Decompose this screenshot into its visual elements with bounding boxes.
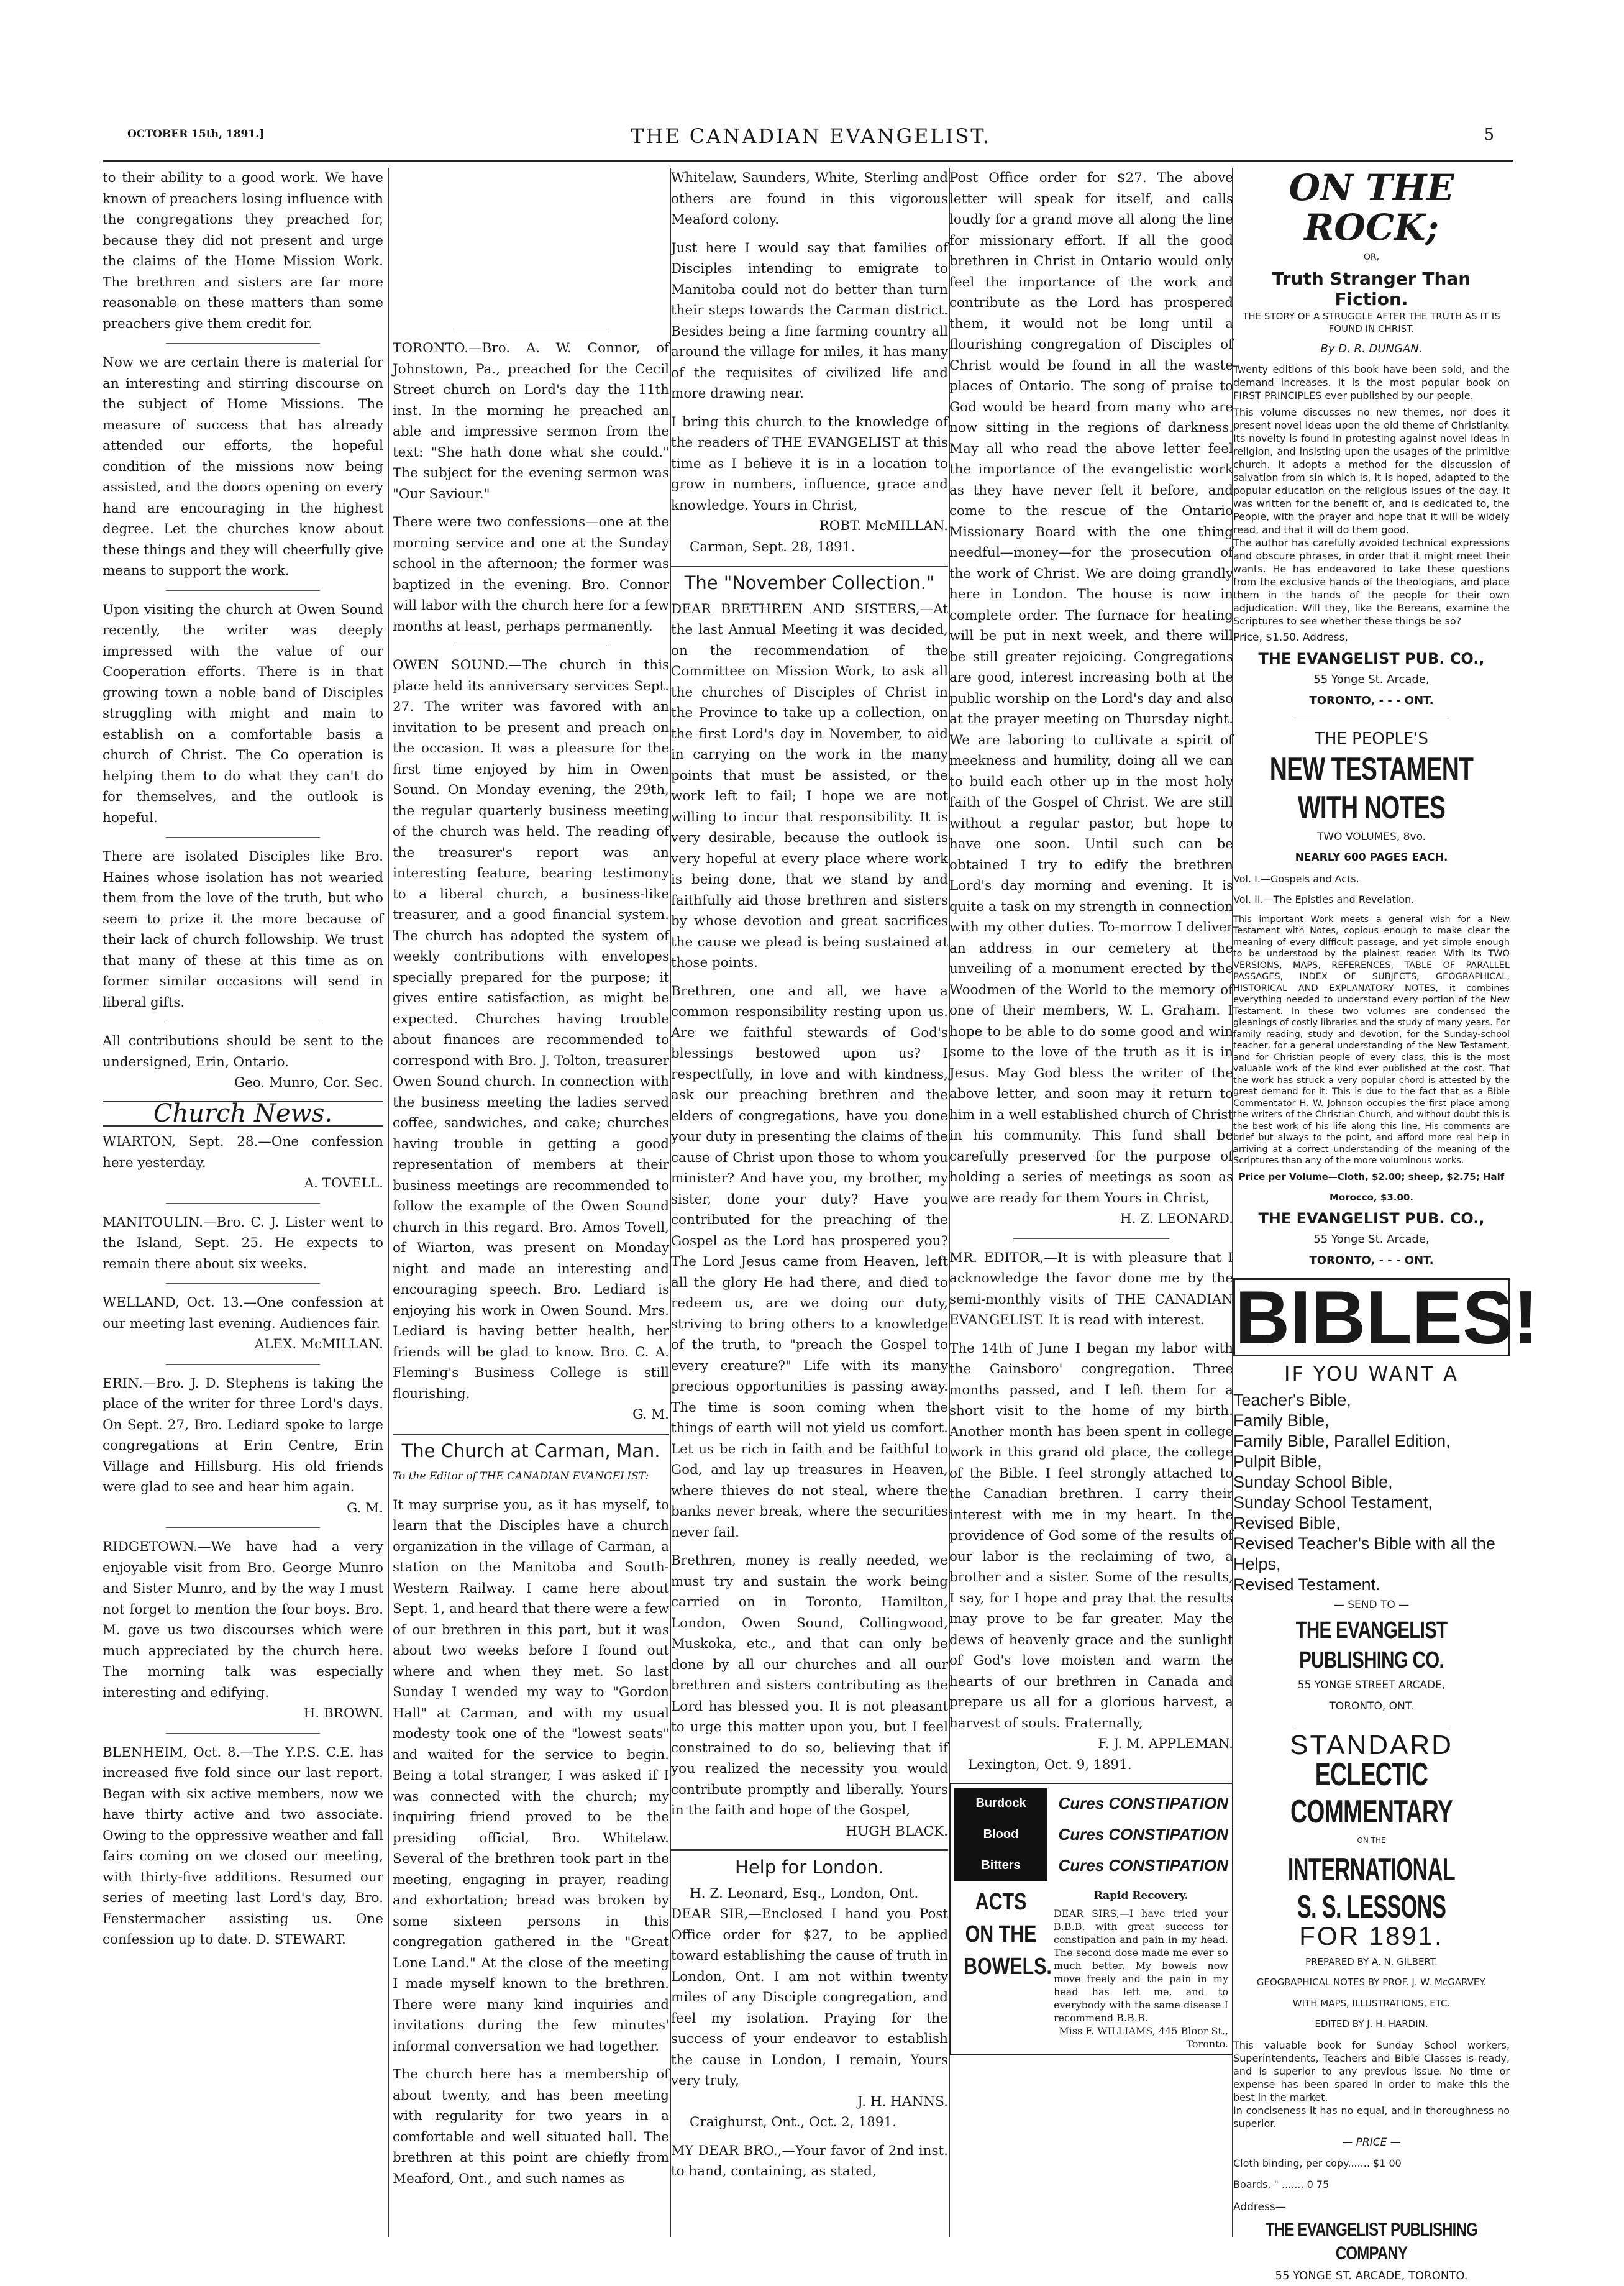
ad-title-new-testament: NEW TESTAMENT WITH NOTES <box>1268 750 1476 827</box>
ad-text: Address— <box>1233 2197 1510 2218</box>
news-item: OWEN SOUND.—The church in this place held its anniversary services Sept. 27. The writer was favored with an invitation to be present and preach on the occasion. It was a pleasure for the first time enjoyed by him in Owen Sound. On Monday evening, the 29th, the regular quarterly business meeting of the church was held. The reading of the treasurer's report was an interesting feature, bearing testimony to a liberal church, a business-like treasurer, and a good financial system. The church has adopted the system of weekly contributions with envelopes specially prepared for the purpose; it gives entire satisfaction, as might be expected. Churches having trouble about finances are recommended to correspond with Bro. J. Tolton, treasurer Owen Sound church. In connection with the business meeting the ladies served coffee, sandwiches, and cake; churches having trouble in getting a good representation of members at their business meetings are recommended to follow the example of the Owen Sound church in this regard. Bro. Amos Tovell, of Wiarton, was present on Monday night and made an interesting and encouraging speech. Bro. Lediard is enjoying his work in Owen Sound. Mrs. Lediard is having better health, her friends will be glad to know. Bro. C. A. Fleming's Business College is still flourishing. <box>393 655 669 1404</box>
ad-address: 55 Yonge St. Arcade, <box>1233 669 1510 690</box>
salutation: To the Editor of THE CANADIAN EVANGELIST: <box>393 1466 669 1488</box>
ad-row <box>954 1850 1228 1881</box>
paragraph: It may surprise you, as it has myself, to learn that the Disciples have a church organization in the village of Carman, a station on the Manitoba and South-Western Railway. I came here about Sept. 1, and heard that there were a few of our brethren in this part, but it was about two weeks before I found out where and when they met. So last Sunday I wended my way to "Gordon Hall" at Carman, and with my usual modesty took one of the "lowest seats" and waited for the service to begin. Being a total stranger, I was asked if I was connected with the church; my inquiring friend proved to be the presiding official, Bro. Whitelaw. Several of the brethren took part in the meeting, engaging in prayer, reading and exhortation; bread was broken by some sixteen persons in this congregation gathered in the "Great Lone Land." At the close of the meeting I made myself known to the brethren. There were many kind inquiries and invitations during the few minutes' informal conversation we had together. <box>393 1495 669 2057</box>
ad-text: OR, <box>1233 247 1510 268</box>
bible-list <box>1233 1390 1510 1595</box>
news-item: WELLAND, Oct. 13.—One confession at our meeting last evening. Audiences fair. <box>103 1292 383 1334</box>
signature: Geo. Munro, Cor. Sec. <box>103 1072 383 1094</box>
ad-publisher: THE EVANGELIST PUB. CO., <box>1233 1209 1510 1230</box>
ad-logo-text: Bitters <box>954 1850 1047 1881</box>
separator <box>1013 1238 1169 1239</box>
article-heading-london: Help for London. <box>671 1857 948 1878</box>
ad-title-eclectic: ECLECTIC COMMENTARY <box>1272 1756 1471 1831</box>
separator <box>166 1527 321 1528</box>
ad-title-on-the-rock: ON THE ROCK; <box>1233 168 1510 247</box>
separator <box>166 837 321 838</box>
news-item: There were two confessions—one at the morning service and one at the Sunday school in the afternoon; the former was baptized in the evening. Bro. Connor will labor with the church here for a few months at least, perhaps permanently. <box>393 512 669 637</box>
ad-price: Price per Volume—Cloth, $2.00; sheep, $2.75; Half Morocco, $3.00. <box>1233 1167 1510 1209</box>
separator <box>166 590 321 591</box>
ad-testimonial-text: DEAR SIRS,—I have tried your B.B.B. with great success for constipation and pain in my head. The second dose made me ever so much better. My bowels now move freely and the pain in my head has left me, and to everybody with the same disease I recommend B.B.B. <box>1054 1907 1228 2024</box>
ad-price: Cloth binding, per copy....... $1 00 <box>1233 2153 1510 2174</box>
ad-address: 55 YONGE ST. ARCADE, TORONTO. <box>1233 2265 1510 2286</box>
list-item: Revised Testament. <box>1233 1575 1510 1595</box>
column-5-advertisements <box>1233 168 1510 2237</box>
separator <box>166 1283 321 1284</box>
separator <box>393 1433 669 1435</box>
ad-slogan: Cures CONSTIPATION <box>1058 1819 1228 1850</box>
list-item: Sunday School Bible, <box>1233 1472 1510 1493</box>
ad-publisher: THE EVANGELIST PUB. CO., <box>1233 649 1510 670</box>
ad-text: ON THE <box>1233 1831 1510 1852</box>
advertisement-bbb <box>949 1783 1233 2055</box>
list-item: Family Bible, Parallel Edition, <box>1233 1431 1510 1452</box>
column-top-space <box>393 168 669 320</box>
news-item: ERIN.—Bro. J. D. Stephens is taking the place of the writer for three Lord's days. On Sept. 27, Bro. Lediard spoke to large congregations at Erin Centre, Erin Village and Hillsburg. His old friends were glad to see and hear him again. <box>103 1373 383 1498</box>
list-item: Revised Teacher's Bible with all the Helps, <box>1233 1534 1510 1575</box>
separator <box>671 1849 948 1851</box>
news-item: MANITOULIN.—Bro. C. J. Lister went to the Island, Sept. 25. He expects to remain there about six weeks. <box>103 1212 383 1275</box>
news-item: BLENHEIM, Oct. 8.—The Y.P.S. C.E. has increased five fold since our last report. Began with six active members, now we have thirty active and two associate. Owing to the oppressive weather and fall fairs coming on we closed our meeting, with thirty-five additions. Resumed our series of meeting last Lord's day, Bro. Fenstermacher assisting us. One confession up to date. D. STEWART. <box>103 1742 383 1950</box>
ad-address: 55 YONGE STREET ARCADE, <box>1233 1675 1510 1696</box>
ad-text: This important Work meets a general wish for a New Testament with Notes, copious enough to make clear the meaning of every difficult passage, and yet simple enough to be understood by the plainest reader. With its TWO VERSIONS, MAPS, REFERENCES, TABLE OF PARALLEL PASSAGES, INDEX OF SUBJECTS, GEOGRAPHICAL, HISTORICAL AND EXPLANATORY NOTES, it combines everything needed to understand every portion of the New Testament. In these two volumes are condensed the gleanings of costly libraries and the study of many years. For family reading, study and devotion, for the Sunday-school teacher, for a general understanding of the New Testament, and for Christian people of every class, this is the most valuable work of the kind ever published at the cost. That the work has struck a very popular chord is attested by the great demand for it. This is due to the fact that as a Bible Commentator H. W. Johnson occupies the first place among the writers of the Christian Church, and without doubt this is the best work of his life along this line. His comments are brief but always to the point, and afford more real help in arriving at a correct understanding of the meaning of the Scriptures than any of the more voluminous works. <box>1233 914 1510 1167</box>
article-heading-november: The "November Collection." <box>671 573 948 594</box>
paragraph: Post Office order for $27. The above letter will speak for itself, and calls loudly for a grand move all along the line for missionary effort. If all the good brethren in Christ in Ontario would only feel the importance of the work and contribute as the Lord has prospered them, it would not be long until a flourishing congregation of Disciples of Christ would be found in all the waste places of Ontario. The song of praise to God would be heard from many who are now sitting in the regions of darkness. May all who read the above letter feel the importance of the evangelistic work as they have never felt it before, and come to the rescue of the Ontario Missionary Board with the one thing needful—money—for the prosecution of the work of Christ. We are doing grandly here in London. The house is now in complete order. The furnace for heating will be put in next week, and there will be still greater rejoicing. Congregations are good, interest increasing both at the public worship on the Lord's day and also at the prayer meeting on Thursday night. We are laboring to cultivate a spirit of meekness and humility, doing all we can to build each other up in the most holy faith of the Gospel of Christ. We are still without a regular pastor, but hope to have one soon. Until such can be obtained I try to edify the brethren Lord's day morning and evening. It is quite a task on my strength in connection with my other duties. To-morrow I deliver an address in our cemetery at the unveiling of a monument erected by the Woodmen of the World to the memory of one of their members, W. L. Graham. I hope to be able to do some good and win some to the love of the truth as it is in Jesus. May God bless the writer of the above letter, and soon may it return to him in a well established church of Christ in his community. This fund shall be carefully preserved for the purpose of holding a series of meetings as soon as we are ready for them Yours in Christ, <box>949 168 1233 1209</box>
signature: H. Z. LEONARD. <box>949 1209 1233 1230</box>
list-item: Pulpit Bible, <box>1233 1452 1510 1472</box>
page-number: 5 <box>1484 126 1494 144</box>
column-divider <box>388 168 389 2237</box>
signature: H. BROWN. <box>103 1703 383 1724</box>
signature: ALEX. McMILLAN. <box>103 1334 383 1355</box>
ad-text: TWO VOLUMES, 8vo. <box>1233 827 1510 848</box>
column-3 <box>671 168 948 2237</box>
paragraph: Brethren, one and all, we have a common responsibility resting upon us. Are we faithful stewards of God's blessings bestowed upon us? I respectfully, in love and with kindness, ask our preaching brethren and the elders of congregations, have you done your duty in presenting the claims of the cause of Christ upon those to whom you minister? And have you, my brother, my sister, done your duty? Have you contributed for the preaching of the Gospel as the Lord has prospered you? The Lord Jesus came from Heaven, left all the glory He had there, and died to redeem us, are we doing our duty, striving to bring others to a knowledge of the truth, to "preach the Gospel to every creature?" Life with its many precious opportunities is passing away. The time is soon coming when the things of earth will not yield us comfort. Let us be rich in faith and be faithful to God, and lay up treasures in Heaven, where thieves do not steal, where the banks never break, where the securities never fail. <box>671 981 948 1543</box>
ad-text: PREPARED BY A. N. GILBERT. <box>1233 1952 1510 1973</box>
paragraph: MY DEAR BRO.,—Your favor of 2nd inst. to hand, containing, as stated, <box>671 2141 948 2182</box>
paragraph: The church here has a membership of about twenty, and has been meeting with regularity for two years in a comfortable and well situated hall. The brethren at this point are chiefly from Meaford, Ont., and such names as <box>393 2064 669 2189</box>
ad-author: By D. R. DUNGAN. <box>1233 339 1510 360</box>
ad-text: The author has carefully avoided technical expressions and obscure phrases, in order that it might meet their wants. He has endeavored to take these questions from the exclusive hands of the theologians, and place them in the hands of the people for their own adjudication. Will they, like the Bereans, examine the Scriptures to see whether these things be so? <box>1233 536 1510 628</box>
paragraph: MR. EDITOR,—It is with pleasure that I acknowledge the favor done me by the semi-monthly visits of THE CANADIAN EVANGELIST. It is read with interest. <box>949 1248 1233 1331</box>
article-heading-carman: The Church at Carman, Man. <box>393 1441 669 1462</box>
ad-row <box>954 1788 1228 1819</box>
ad-text: IF YOU WANT A <box>1233 1364 1510 1385</box>
page-header <box>127 124 1494 149</box>
ad-text: Twenty editions of this book have been sold, and the demand increases. It is the most popular book on FIRST PRINCIPLES ever published by our people. <box>1233 363 1510 402</box>
paragraph: The 14th of June I began my labor with the Gainsboro' congregation. Three months passed, and I left them for a short visit to the home of my birth. Another month has been spent in college work in this grand old place, the college of the Bible. I feel strongly attached to the Canadian brethren. I carry their interest with me in my heart. In the providence of God some of the results of our labor is the reclaiming of two, a brother and a sister. Some of the results, I say, for I hope and pray that the results may prove to be far greater. May the dews of heavenly grace and the sunlight of God's love moisten and warm the hearts of our brethren in Canada and prepare us all for a glorious harvest, a harvest of souls. Fraternally, <box>949 1338 1233 1734</box>
news-item: WIARTON, Sept. 28.—One confession here yesterday. <box>103 1132 383 1173</box>
issue-date: OCTOBER 15th, 1891.] <box>127 128 264 140</box>
paragraph: There are isolated Disciples like Bro. Haines whose isolation has not wearied them from the love of the truth, but who seem to prize it the more because of their lack of church followship. We trust that many of these at this time as on former similar occasions will send in liberal gifts. <box>103 846 383 1013</box>
ad-text: In conciseness it has no equal, and in thoroughness no superior. <box>1233 2104 1510 2130</box>
list-item: Teacher's Bible, <box>1233 1390 1510 1410</box>
ad-text: THE STORY OF A STRUGGLE AFTER THE TRUTH AS IT IS FOUND IN CHRIST. <box>1233 310 1510 335</box>
ad-testimonial-title: Rapid Recovery. <box>1054 1886 1228 1907</box>
ad-address: 55 Yonge St. Arcade, <box>1233 1229 1510 1250</box>
list-item: Revised Bible, <box>1233 1513 1510 1534</box>
ad-logo-text: Burdock <box>954 1788 1047 1819</box>
section-heading-church-news: Church News. <box>103 1101 383 1127</box>
news-item: TORONTO.—Bro. A. W. Connor, of Johnstown, Pa., preached for the Cecil Street church on Lord's day the 11th inst. In the morning he preached an able and impressive sermon from the text: "She hath done what she could." The subject for the evening sermon was "Our Saviour." <box>393 338 669 505</box>
ad-acts-line: ON THE <box>964 1918 1038 1950</box>
column-1 <box>103 168 383 2237</box>
ad-slogan: Cures CONSTIPATION <box>1058 1788 1228 1819</box>
news-item: RIDGETOWN.—We have had a very enjoyable visit from Bro. George Munro and Sister Munro, and by the way I must not forget to mention the four boys. Bro. M. gave us two discourses which were much appreciated by the church here. The morning talk was especially interesting and edifying. <box>103 1537 383 1703</box>
ad-text: — PRICE — <box>1233 2133 1510 2154</box>
ad-text: EDITED BY J. H. HARDIN. <box>1233 2014 1510 2035</box>
ad-text: THE PEOPLE'S <box>1233 729 1510 750</box>
ad-text: NEARLY 600 PAGES EACH. <box>1233 848 1510 869</box>
separator <box>166 1203 321 1204</box>
paragraph: DEAR BRETHREN AND SISTERS,—At the last Annual Meeting it was decided, on the recommendation of the Committee on Mission Work, to ask all the churches of Disciples of Christ in the Province to take up a collection, on the first Lord's day in November, to aid in carrying on the work in the many points that must be assisted, or the work left to fail; I hope we are not willing to incur that responsibility. It is very desirable, because the outlook is very hopeful at every place where work is being done, that we stand by and faithfully aid those brethren and sisters by whose devotion and great sacrifices the cause we plead is being sustained at those points. <box>671 599 948 974</box>
ad-slogan: Cures CONSTIPATION <box>1058 1850 1228 1881</box>
ad-text: Vol. II.—The Epistles and Revelation. <box>1233 889 1510 910</box>
paragraph: DEAR SIR,—Enclosed I hand you Post Office order for $27, to be applied toward establishing the cause of truth in London, Ont. I am not within twenty miles of any Disciple congregation, and feel my isolation. Praying for the success of your endeavor to establish the cause in London, I remain, Yours very truly, <box>671 1904 948 2092</box>
ad-text: WITH MAPS, ILLUSTRATIONS, ETC. <box>1233 1993 1510 2014</box>
signature: F. J. M. APPLEMAN. <box>949 1734 1233 1755</box>
ad-publisher: THE EVANGELIST PUBLISHING CO. <box>1264 1616 1479 1675</box>
ad-price: Boards, " ....... 0 75 <box>1233 2174 1510 2195</box>
ad-text: GEOGRAPHICAL NOTES BY PROF. J. W. McGARVEY. <box>1233 1972 1510 1993</box>
ad-title-year: FOR 1891. <box>1233 1926 1510 1947</box>
separator <box>166 1364 321 1365</box>
ad-acts <box>954 1886 1047 2051</box>
signature: G. M. <box>103 1498 383 1519</box>
paragraph: I bring this church to the knowledge of the readers of THE EVANGELIST at this time as I believe it is in a location to grow in numbers, influence, grace and knowledge. Yours in Christ, <box>671 412 948 516</box>
dateline: Carman, Sept. 28, 1891. <box>671 537 948 558</box>
column-4 <box>949 168 1233 2237</box>
ad-title-standard: STANDARD <box>1233 1735 1510 1756</box>
ad-logo-text: Blood <box>954 1819 1047 1850</box>
signature: ROBT. McMILLAN. <box>671 516 948 537</box>
ad-acts-line: ACTS <box>964 1886 1038 1918</box>
ad-row <box>954 1819 1228 1850</box>
separator <box>166 1733 321 1734</box>
ad-city: TORONTO, ONT. <box>1233 1696 1510 1717</box>
signature: G. M. <box>393 1404 669 1425</box>
ad-testimonial <box>1047 1886 1228 2051</box>
paragraph: Whitelaw, Saunders, White, Sterling and others are found in this vigorous Meaford colony. <box>671 168 948 231</box>
dateline: Craighurst, Ont., Oct. 2, 1891. <box>671 2112 948 2133</box>
ad-text: Vol. I.—Gospels and Acts. <box>1233 869 1510 890</box>
ad-title-international: INTERNATIONAL S. S. LESSONS <box>1280 1851 1463 1926</box>
dateline: Lexington, Oct. 9, 1891. <box>949 1755 1233 1776</box>
ad-city: TORONTO, - - - ONT. <box>1233 690 1510 711</box>
ad-city: TORONTO, - - - ONT. <box>1233 1250 1510 1271</box>
ad-acts-line: BOWELS. <box>964 1950 1038 1983</box>
header-rule <box>103 160 1513 162</box>
paragraph: Now we are certain there is material for an interesting and stirring discourse on the subject of Home Missions. The measure of success that has already attended our efforts, the hopeful condition of the missions now being assisted, and the doors opening on every hand are encouraging in the highest degree. Let the churches know about these things and they will cheerfully give means to support the work. <box>103 352 383 582</box>
ad-text: This valuable book for Sunday School workers, Superintendents, Teachers and Bible Classes is ready, and is superior to any previous issue. No time or expense has been spared in order to make this the best in the market. <box>1233 2039 1510 2104</box>
column-2 <box>393 168 669 2237</box>
list-item: Family Bible, <box>1233 1410 1510 1431</box>
separator <box>166 343 321 344</box>
list-item: Sunday School Testament, <box>1233 1493 1510 1513</box>
signature: HUGH BLACK. <box>671 1821 948 1842</box>
paragraph: Just here I would say that families of Disciples intending to emigrate to Manitoba could not do better than turn their steps towards the Carman district. Besides being a fine farming country all around the village for miles, it has many of the requisites of civilized life and more drawing near. <box>671 238 948 405</box>
ad-title-bibles: BIBLES! <box>1233 1278 1510 1356</box>
newspaper-title: THE CANADIAN EVANGELIST. <box>127 124 1494 148</box>
ad-testimonial-sig: Miss F. WILLIAMS, 445 Bloor St., Toronto. <box>1054 2024 1228 2051</box>
paragraph: Upon visiting the church at Owen Sound recently, the writer was deeply impressed with the value of our Cooperation efforts. There is in that growing town a noble band of Disciples struggling with might and main to establish on a comfortable basis a church of Christ. The Co operation is helping them to do what they can't do for themselves, and the outlook is hopeful. <box>103 600 383 829</box>
paragraph: Brethren, money is really needed, we must try and sustain the work being carried on in Toronto, Hamilton, London, Owen Sound, Collingwood, Muskoka, etc., and that can only be done by all our churches and all our brethren and sisters contributing as the Lord has blessed you. It is not pleasant to urge this matter upon you, but I feel constrained to do so, believing that if you realized the necessity you would contribute promptly and liberally. Yours in the faith and hope of the Gospel, <box>671 1550 948 1821</box>
ad-text: This volume discusses no new themes, nor does it present novel ideas upon the old theme of Christianity. Its novelty is found in protesting against novel ideas in religion, and insisting upon the usages of the primitive church. It adopts a method for the discussion of salvation from sin which is, it is hoped, adapted to the popular education on the religious issues of the day. It was written for the benefit of, and is dedicated to, the People, with the prayer and hope that it will be widely read, and that it will do them good. <box>1233 406 1510 536</box>
ad-text: — SEND TO — <box>1233 1595 1510 1616</box>
ad-price: Price, $1.50. Address, <box>1233 628 1510 649</box>
ad-body <box>954 1886 1228 2051</box>
paragraph: to their ability to a good work. We have known of preachers losing influence with the congregations they preached for, because they did not present and urge the claims of the Home Mission Work. The brethren and sisters are far more reasonable on these matters than some preachers give them credit for. <box>103 168 383 334</box>
ad-subtitle: Truth Stranger Than Fiction. <box>1233 268 1510 310</box>
signature: A. TOVELL. <box>103 1173 383 1194</box>
signature: J. H. HANNS. <box>671 2092 948 2113</box>
separator <box>671 565 948 567</box>
paragraph: All contributions should be sent to the undersigned, Erin, Ontario. <box>103 1031 383 1072</box>
ad-publisher: THE EVANGELIST PUBLISHING COMPANY <box>1261 2218 1482 2265</box>
address-line: H. Z. Leonard, Esq., London, Ont. <box>671 1883 948 1904</box>
